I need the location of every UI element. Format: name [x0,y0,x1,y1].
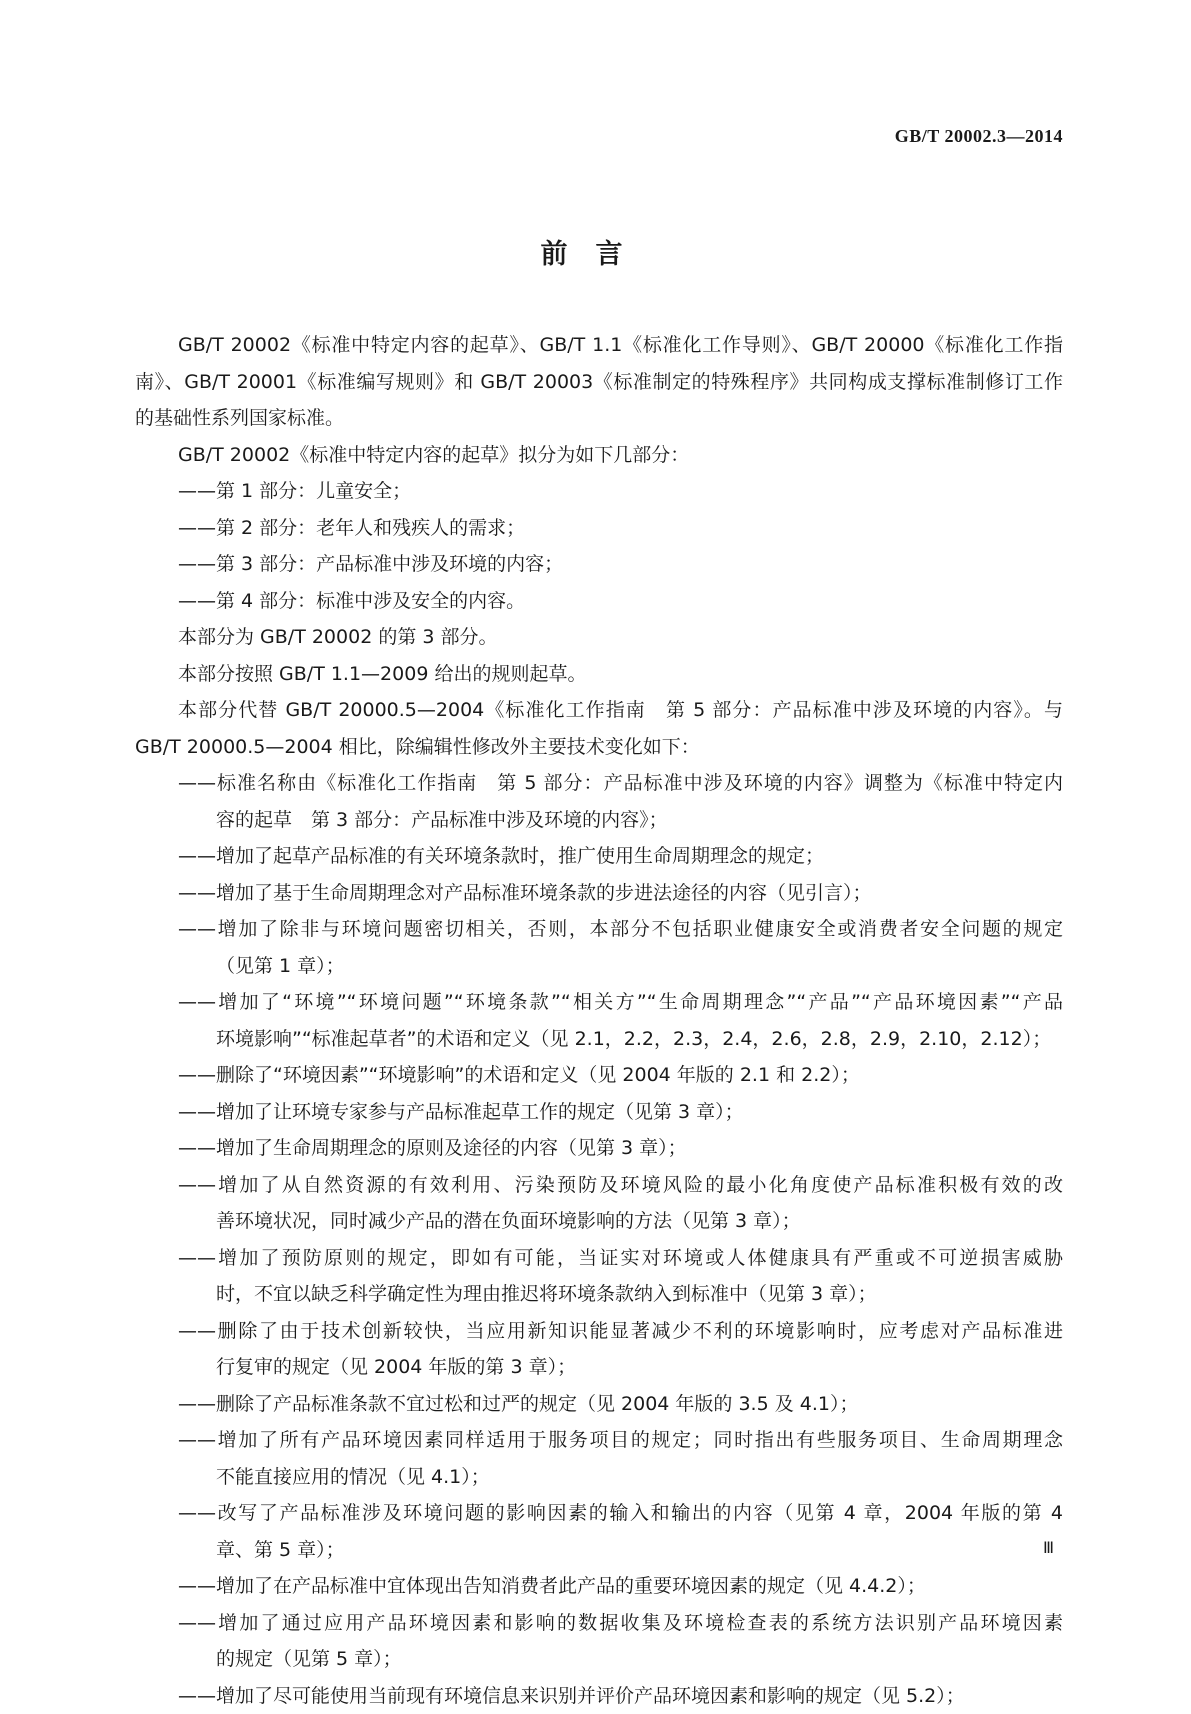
list-item: ——增加了通过应用产品环境因素和影响的数据收集及环境检查表的系统方法识别产品环境因素 [135,1605,1063,1642]
list-item: ——改写了产品标准涉及环境问题的影响因素的输入和输出的内容（见第 4 章，2004 年版的第 4 [135,1495,1063,1532]
list-item-continuation: 章、第 5 章）； [135,1532,1063,1569]
list-item: ——第 2 部分：老年人和残疾人的需求； [135,510,1063,547]
list-item-continuation: 环境影响”“标准起草者”的术语和定义（见 2.1，2.2，2.3，2.4，2.6，2.8，2.9，2.10，2.12）； [135,1021,1063,1058]
list-item: ——增加了基于生命周期理念对产品标准环境条款的步进法途径的内容（见引言）； [135,875,1063,912]
list-item: ——标准名称由《标准化工作指南 第 5 部分：产品标准中涉及环境的内容》调整为《标准中特定内 [135,765,1063,802]
paragraph-line: 的基础性系列国家标准。 [135,400,1063,437]
list-item: ——删除了由于技术创新较快，当应用新知识能显著减少不利的环境影响时，应考虑对产品标准进 [135,1313,1063,1350]
page-title: 前言 [0,232,1191,271]
document-body [135,327,1063,1714]
list-item: ——增加了尽可能使用当前现有环境信息来识别并评价产品环境因素和影响的规定（见 5.2）； [135,1678,1063,1714]
paragraph-line: 南》、GB/T 20001《标准编写规则》和 GB/T 20003《标准制定的特殊程序》共同构成支撑标准制修订工作 [135,364,1063,401]
list-item: ——增加了预防原则的规定，即如有可能，当证实对环境或人体健康具有严重或不可逆损害威胁 [135,1240,1063,1277]
list-item: ——增加了起草产品标准的有关环境条款时，推广使用生命周期理念的规定； [135,838,1063,875]
paragraph-line: 本部分代替 GB/T 20000.5—2004《标准化工作指南 第 5 部分：产品标准中涉及环境的内容》。与 [135,692,1063,729]
list-item-continuation: 的规定（见第 5 章）； [135,1641,1063,1678]
list-item: ——第 1 部分：儿童安全； [135,473,1063,510]
list-item: ——增加了所有产品环境因素同样适用于服务项目的规定；同时指出有些服务项目、生命周期理念 [135,1422,1063,1459]
paragraph-line: 本部分为 GB/T 20002 的第 3 部分。 [135,619,1063,656]
list-item: ——增加了让环境专家参与产品标准起草工作的规定（见第 3 章）； [135,1094,1063,1131]
list-item: ——增加了除非与环境问题密切相关，否则，本部分不包括职业健康安全或消费者安全问题的规定 [135,911,1063,948]
paragraph-line: GB/T 20000.5—2004 相比，除编辑性修改外主要技术变化如下： [135,729,1063,766]
page-number: Ⅲ [1043,1538,1054,1558]
list-item: ——增加了“环境”“环境问题”“环境条款”“相关方”“生命周期理念”“产品”“产品环境因素”“产品 [135,984,1063,1021]
standard-number-header: GB/T 20002.3—2014 [895,126,1063,147]
list-item-continuation: 时，不宜以缺乏科学确定性为理由推迟将环境条款纳入到标准中（见第 3 章）； [135,1276,1063,1313]
list-item: ——增加了生命周期理念的原则及途径的内容（见第 3 章）； [135,1130,1063,1167]
list-item-continuation: 不能直接应用的情况（见 4.1）； [135,1459,1063,1496]
list-item-continuation: 善环境状况，同时减少产品的潜在负面环境影响的方法（见第 3 章）； [135,1203,1063,1240]
paragraph-line: GB/T 20002《标准中特定内容的起草》拟分为如下几部分： [135,437,1063,474]
paragraph-line: GB/T 20002《标准中特定内容的起草》、GB/T 1.1《标准化工作导则》、GB/T 20000《标准化工作指 [135,327,1063,364]
list-item: ——删除了“环境因素”“环境影响”的术语和定义（见 2004 年版的 2.1 和 2.2）； [135,1057,1063,1094]
list-item: ——增加了从自然资源的有效利用、污染预防及环境风险的最小化角度使产品标准积极有效的改 [135,1167,1063,1204]
list-item-continuation: （见第 1 章）； [135,948,1063,985]
list-item: ——第 4 部分：标准中涉及安全的内容。 [135,583,1063,620]
list-item-continuation: 行复审的规定（见 2004 年版的第 3 章）； [135,1349,1063,1386]
list-item: ——第 3 部分：产品标准中涉及环境的内容； [135,546,1063,583]
list-item: ——删除了产品标准条款不宜过松和过严的规定（见 2004 年版的 3.5 及 4.1）； [135,1386,1063,1423]
paragraph-line: 本部分按照 GB/T 1.1—2009 给出的规则起草。 [135,656,1063,693]
list-item: ——增加了在产品标准中宜体现出告知消费者此产品的重要环境因素的规定（见 4.4.2）； [135,1568,1063,1605]
list-item-continuation: 容的起草 第 3 部分：产品标准中涉及环境的内容》； [135,802,1063,839]
